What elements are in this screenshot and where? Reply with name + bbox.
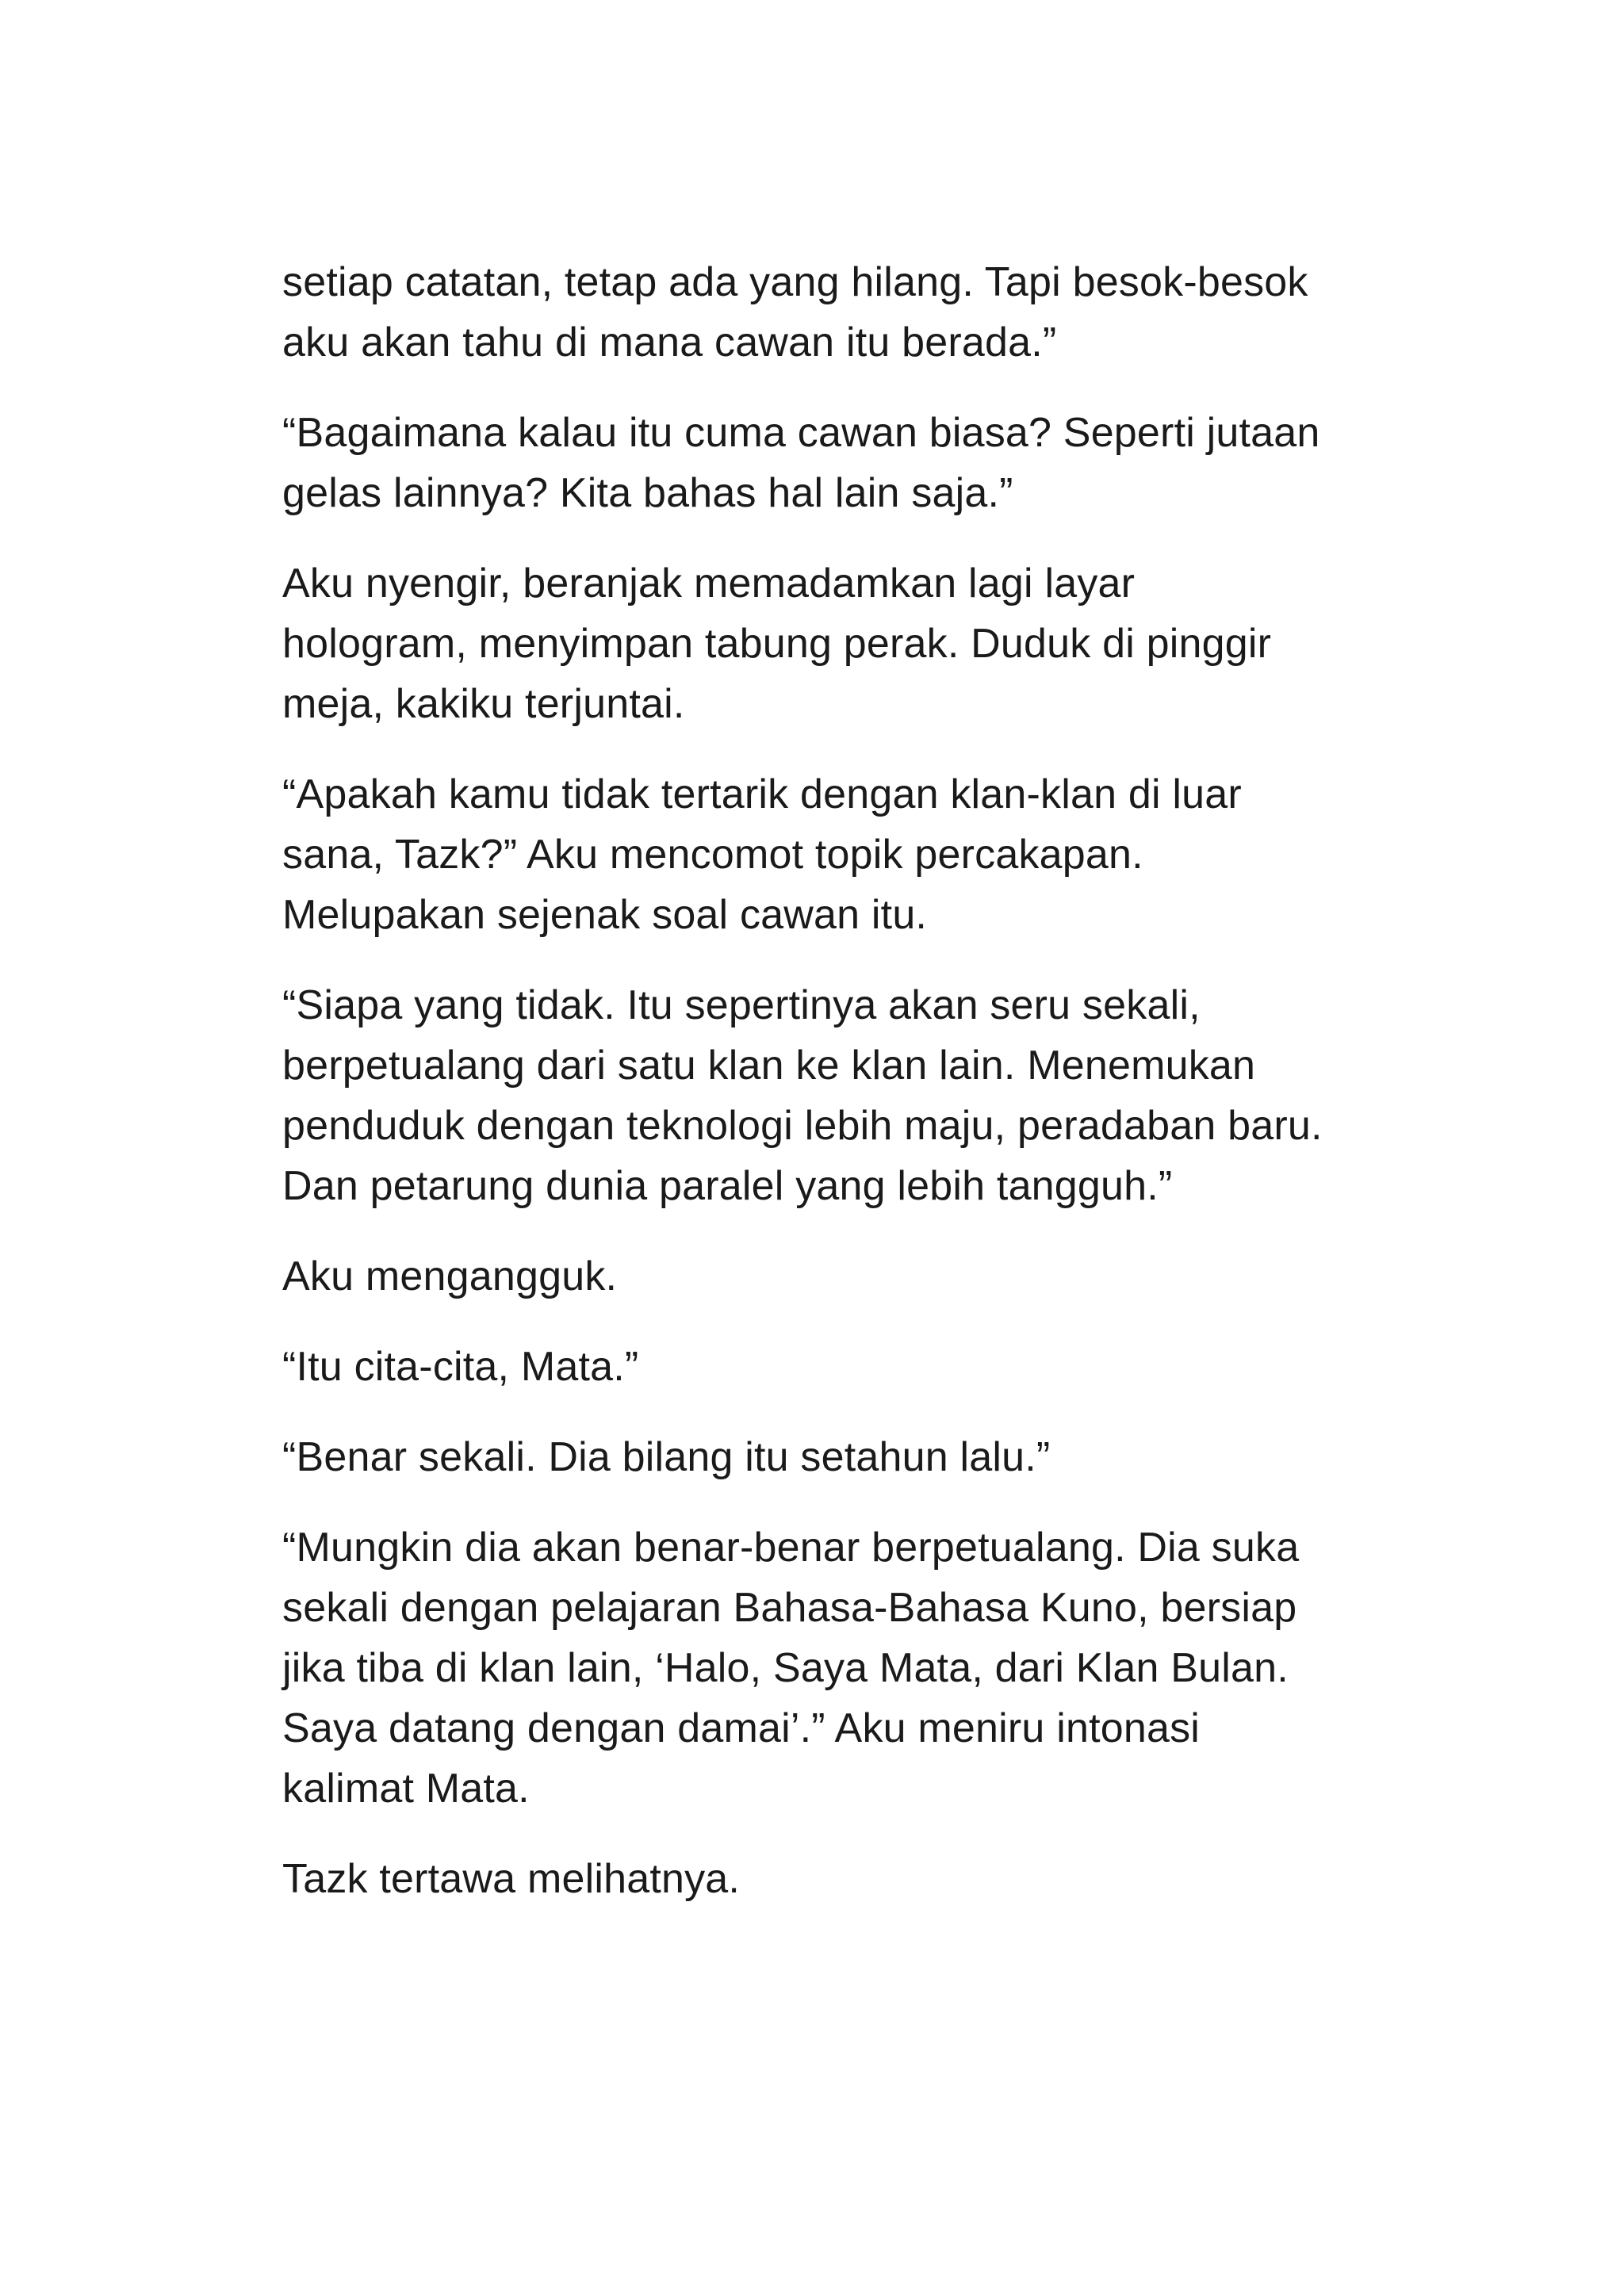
paragraph-5 bbox=[282, 975, 1392, 1216]
text-line: hologram, menyimpan tabung perak. Duduk di pinggir bbox=[282, 621, 1272, 667]
text-line: “Apakah kamu tidak tertarik dengan klan-klan di luar bbox=[282, 771, 1242, 817]
text-line: setiap catatan, tetap ada yang hilang. Tapi besok-besok bbox=[282, 259, 1308, 305]
text-line: gelas lainnya? Kita bahas hal lain saja.” bbox=[282, 470, 1013, 516]
text-line: “Benar sekali. Dia bilang itu setahun lalu.” bbox=[282, 1434, 1051, 1480]
paragraph-1 bbox=[282, 252, 1392, 373]
text-line: Saya datang dengan damai’.” Aku meniru intonasi bbox=[282, 1705, 1201, 1751]
text-line: sekali dengan pelajaran Bahasa-Bahasa Kuno, bersiap bbox=[282, 1585, 1297, 1631]
paragraph-7 bbox=[282, 1337, 1392, 1397]
text-line: sana, Tazk?” Aku mencomot topik percakapan. bbox=[282, 832, 1143, 878]
paragraph-6 bbox=[282, 1246, 1392, 1307]
text-line: Aku mengangguk. bbox=[282, 1253, 618, 1299]
text-line: Melupakan sejenak soal cawan itu. bbox=[282, 892, 928, 938]
text-line: meja, kakiku terjuntai. bbox=[282, 681, 685, 727]
text-line: Tazk tertawa melihatnya. bbox=[282, 1856, 741, 1902]
text-line: jika tiba di klan lain, ‘Halo, Saya Mata, dari Klan Bulan. bbox=[282, 1645, 1289, 1691]
paragraph-10 bbox=[282, 1849, 1392, 1909]
text-line: kalimat Mata. bbox=[282, 1766, 530, 1812]
text-line: Aku nyengir, beranjak memadamkan lagi layar bbox=[282, 561, 1136, 607]
text-line: penduduk dengan teknologi lebih maju, peradaban baru. bbox=[282, 1103, 1323, 1149]
text-line: “Mungkin dia akan benar-benar berpetualang. Dia suka bbox=[282, 1525, 1300, 1571]
text-line: “Itu cita-cita, Mata.” bbox=[282, 1344, 639, 1390]
text-line: “Bagaimana kalau itu cuma cawan biasa? Seperti jutaan bbox=[282, 410, 1320, 456]
paragraph-2 bbox=[282, 403, 1392, 523]
paragraph-8 bbox=[282, 1427, 1392, 1487]
text-line: berpetualang dari satu klan ke klan lain. Menemukan bbox=[282, 1043, 1256, 1089]
text-line: Dan petarung dunia paralel yang lebih tangguh.” bbox=[282, 1163, 1173, 1209]
paragraph-3 bbox=[282, 553, 1392, 734]
paragraph-4 bbox=[282, 764, 1392, 945]
text-line: aku akan tahu di mana cawan itu berada.” bbox=[282, 320, 1057, 365]
text-line: “Siapa yang tidak. Itu sepertinya akan seru sekali, bbox=[282, 982, 1201, 1028]
document-page bbox=[282, 252, 1392, 1939]
paragraph-9 bbox=[282, 1517, 1392, 1819]
